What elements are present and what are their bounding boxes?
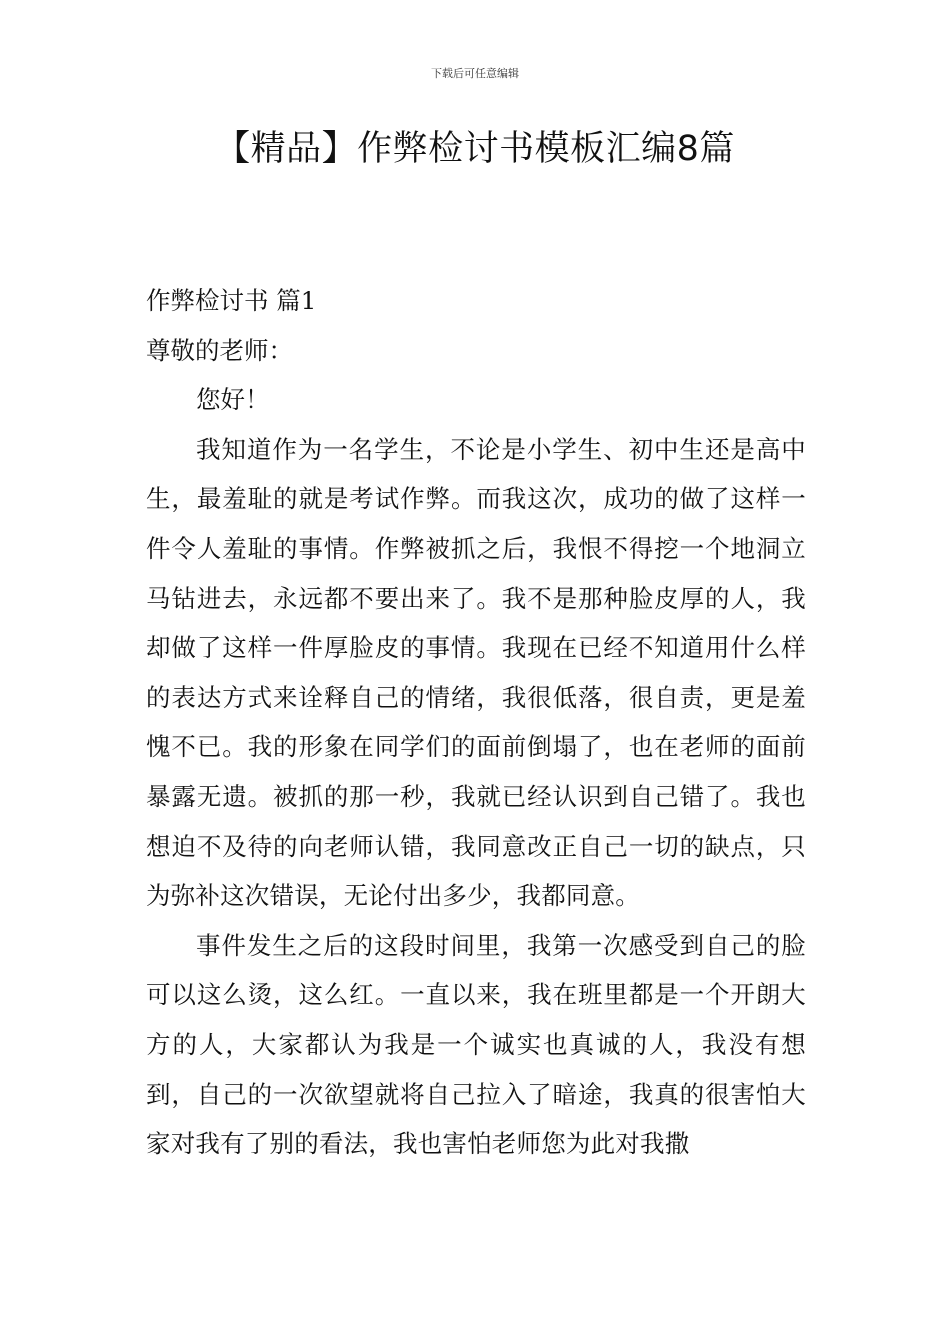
greeting: 您好！: [196, 385, 270, 415]
page-header-note: 下载后可任意编辑: [431, 67, 519, 80]
document-body: [146, 276, 806, 1169]
document-title: 【精品】作弊检讨书模板汇编8篇: [215, 129, 735, 169]
section-heading: 作弊检讨书 篇1: [146, 286, 317, 315]
body-paragraph: 事件发生之后的这段时间里，我第一次感受到自己的脸可以这么烫，这么红。一直以来，我在班里都是一个开朗大方的人，大家都认为我是一个诚实也真诚的人，我没有想到，自己的一次欲望就将自己拉入了暗途，我真的很害怕大家对我有了别的看法，我也害怕老师您为此对我撒: [146, 930, 806, 1159]
salutation: 尊敬的老师：: [146, 335, 293, 365]
body-paragraph: 我知道作为一名学生，不论是小学生、初中生还是高中生，最羞耻的就是考试作弊。而我这次，成功的做了这样一件令人羞耻的事情。作弊被抓之后，我恨不得挖一个地洞立马钻进去，永远都不要出来了。我不是那种脸皮厚的人，我却做了这样一件厚脸皮的事情。我现在已经不知道用什么样的表达方式来诠释自己的情绪，我很低落，很自责，更是羞愧不已。我的形象在同学们的面前倒塌了，也在老师的面前暴露无遗。被抓的那一秒，我就已经认识到自己错了。我也想迫不及待的向老师认错，我同意改正自己一切的缺点，只为弥补这次错误，无论付出多少，我都同意。: [146, 434, 806, 911]
